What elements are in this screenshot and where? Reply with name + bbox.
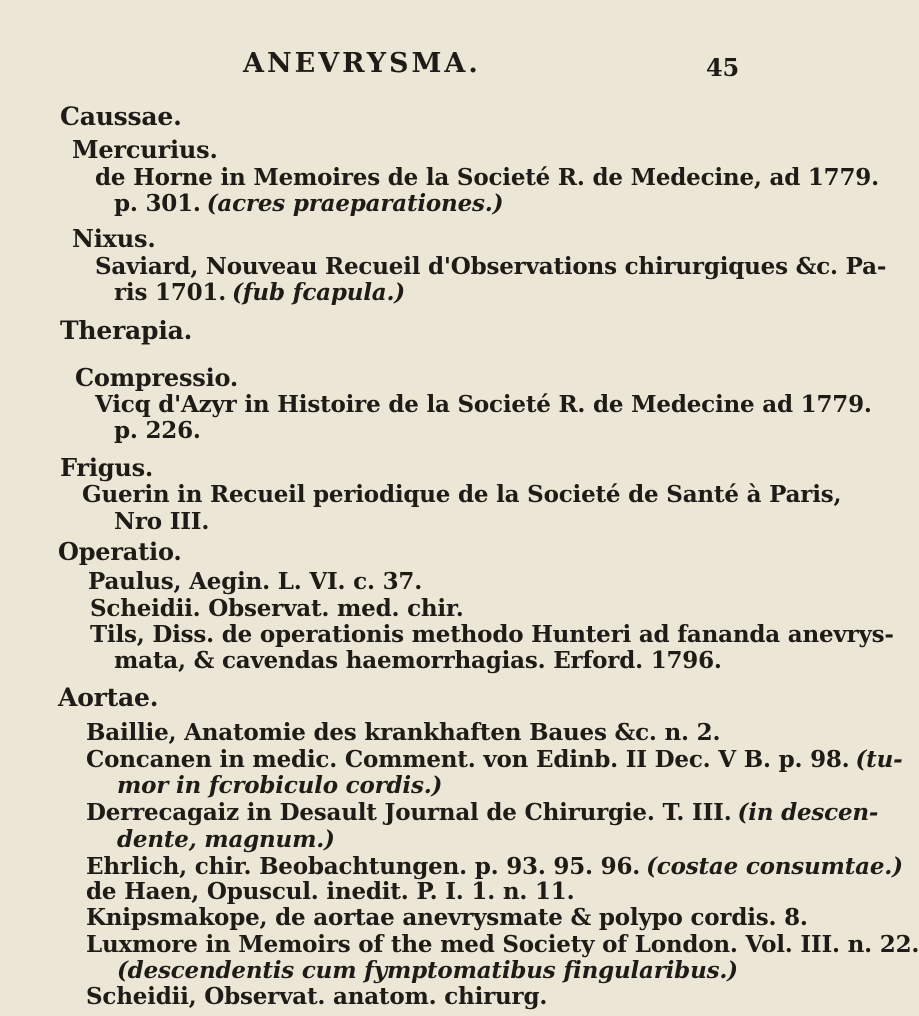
entry-line: Scheidii, Observat. anatom. chirurg. [86, 983, 548, 1010]
entry-line: Paulus, Aegin. L. VI. c. 37. [88, 568, 422, 595]
entry-line: de Horne in Memoires de la Societé R. de Medecine, ad 1779. [95, 164, 879, 191]
entry-text: ris 1701. [114, 279, 227, 306]
entry-text: p. 301. [114, 190, 201, 217]
entry-note: (acres praeparationes.) [206, 190, 504, 217]
entry-note: (costae consumtae.) [646, 853, 903, 880]
entry-line: Vicq d'Azyr in Histoire de la Societé R. de Medecine ad 1779. [95, 391, 872, 418]
entry-text: Ehrlich, chir. Beobachtungen. p. 93. 95. 96. [86, 853, 641, 880]
section-heading-therapia: Therapia. [60, 316, 193, 345]
section-heading-aortae: Aortae. [58, 683, 159, 712]
entry-note: (in descen- [737, 799, 879, 826]
entry-note: dente, magnum.) [117, 826, 335, 853]
section-heading-caussae: Caussae. [60, 102, 182, 131]
entry-line: p. 226. [114, 417, 201, 444]
subheading-nixus: Nixus. [72, 224, 156, 253]
subheading-mercurius: Mercurius. [72, 135, 218, 164]
subheading-compressio: Compressio. [75, 363, 239, 392]
entry-line: Guerin in Recueil periodique de la Societé de Santé à Paris, [82, 481, 842, 508]
entry-note: (tu- [855, 746, 903, 773]
entry-line [86, 746, 902, 774]
entry-line [117, 826, 335, 854]
entry-note: (fub fcapula.) [232, 279, 405, 306]
entry-line: Nro III. [114, 508, 210, 535]
entry-line: Saviard, Nouveau Recueil d'Observations chirurgiques &c. Pa- [95, 253, 887, 280]
entry-line [117, 957, 738, 985]
subheading-frigus: Frigus. [60, 453, 154, 482]
entry-line: Knipsmakope, de aortae anevrysmate & polypo cordis. 8. [86, 904, 808, 931]
entry-text: Derrecagaiz in Desault Journal de Chirurgie. T. III. [86, 799, 732, 826]
entry-line [86, 799, 878, 827]
entry-line: Baillie, Anatomie des krankhaften Baues &c. n. 2. [86, 719, 721, 746]
subheading-operatio: Operatio. [58, 537, 182, 566]
entry-line: de Haen, Opuscul. inedit. P. I. 1. n. 11. [86, 878, 575, 905]
entry-line [86, 853, 903, 881]
entry-line [117, 772, 442, 800]
entry-line: mata, & cavendas haemorrhagias. Erford. 1796. [114, 647, 722, 674]
entry-line: Scheidii. Observat. med. chir. [90, 595, 464, 622]
entry-line [114, 190, 503, 218]
entry-text: Concanen in medic. Comment. von Edinb. II Dec. V B. p. 98. [86, 746, 850, 773]
entry-line: Tils, Diss. de operationis methodo Hunteri ad fananda anevrys- [90, 621, 894, 648]
entry-line [114, 279, 405, 307]
running-header: ANEVRYSMA. [243, 48, 481, 79]
page-number: 45 [706, 53, 739, 82]
entry-note: (descendentis cum fymptomatibus fingularibus.) [117, 957, 738, 984]
entry-note: mor in fcrobiculo cordis.) [117, 772, 443, 799]
entry-line: Luxmore in Memoirs of the med Society of London. Vol. III. n. 22. [86, 931, 919, 958]
